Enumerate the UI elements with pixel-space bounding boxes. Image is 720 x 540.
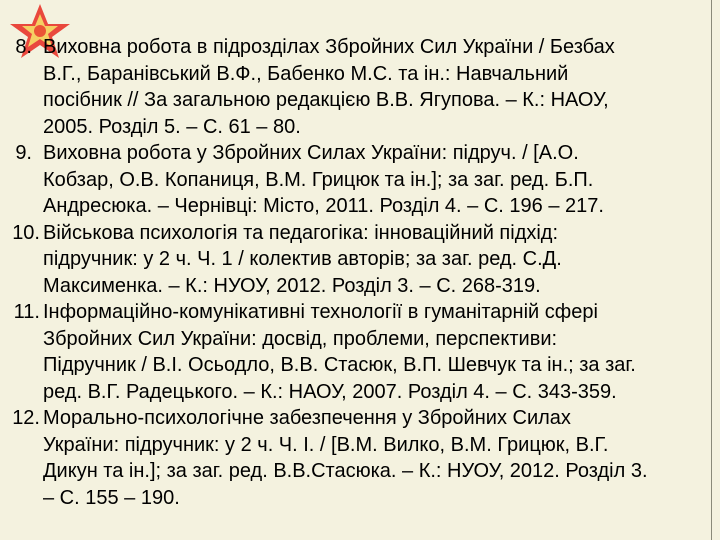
reference-list [0, 34, 720, 511]
reference-item [0, 299, 720, 405]
reference-number: 10. [12, 221, 40, 244]
reference-line: Дикун та ін.]; за заг. ред. В.В.Стасюка. – К.: НУОУ, 2012. Розділ 3. [43, 460, 648, 482]
reference-line: Виховна робота у Збройних Силах України: підруч. / [А.О. [43, 142, 579, 164]
reference-line: Андресюка. – Чернівці: Місто, 2011. Розділ 4. – С. 196 – 217. [43, 195, 604, 217]
reference-line: Морально-психологічне забезпечення у Збройних Силах [43, 407, 571, 429]
reference-item [0, 140, 720, 220]
reference-line: Виховна робота в підрозділах Збройних Сил України / Безбах [43, 36, 615, 58]
reference-line: 2005. Розділ 5. – С. 61 – 80. [43, 115, 301, 138]
reference-number: 9. [15, 142, 32, 164]
reference-line: Військова психологія та педагогіка: інноваційний підхід: [43, 221, 559, 244]
reference-number: 12. [12, 407, 40, 429]
reference-number: 11. [13, 301, 40, 323]
reference-line: Кобзар, О.В. Копаниця, В.М. Грицюк та ін.]; за заг. ред. Б.П. [43, 168, 594, 191]
reference-line: – С. 155 – 190. [43, 486, 180, 509]
reference-line: Інформаційно-комунікативні технології в гуманітарній сфері [43, 301, 598, 323]
reference-line: Максименка. – К.: НУОУ, 2012. Розділ 3. – С. 268-319. [43, 274, 541, 297]
reference-item [0, 405, 720, 511]
reference-number: 8. [15, 36, 32, 58]
reference-item [0, 220, 720, 300]
reference-line: України: підручник: у 2 ч. Ч. І. / [В.М. Вилко, В.М. Грицюк, В.Г. [43, 433, 609, 456]
reference-line: ред. В.Г. Радецького. – К.: НАОУ, 2007. Розділ 4. – С. 343-359. [43, 380, 617, 403]
reference-line: Збройних Сил України: досвід, проблеми, перспективи: [43, 327, 558, 350]
reference-item [0, 34, 720, 140]
reference-line: В.Г., Баранівський В.Ф., Бабенко М.С. та ін.: Навчальний [43, 62, 569, 85]
reference-line: Підручник / В.І. Осьодло, В.В. Стасюк, В.П. Шевчук та ін.; за заг. [43, 354, 636, 376]
reference-line: підручник: у 2 ч. Ч. 1 / колектив авторів; за заг. ред. С.Д. [43, 248, 562, 270]
reference-line: посібник // За загальною редакцією В.В. Ягупова. – К.: НАОУ, [43, 89, 609, 111]
